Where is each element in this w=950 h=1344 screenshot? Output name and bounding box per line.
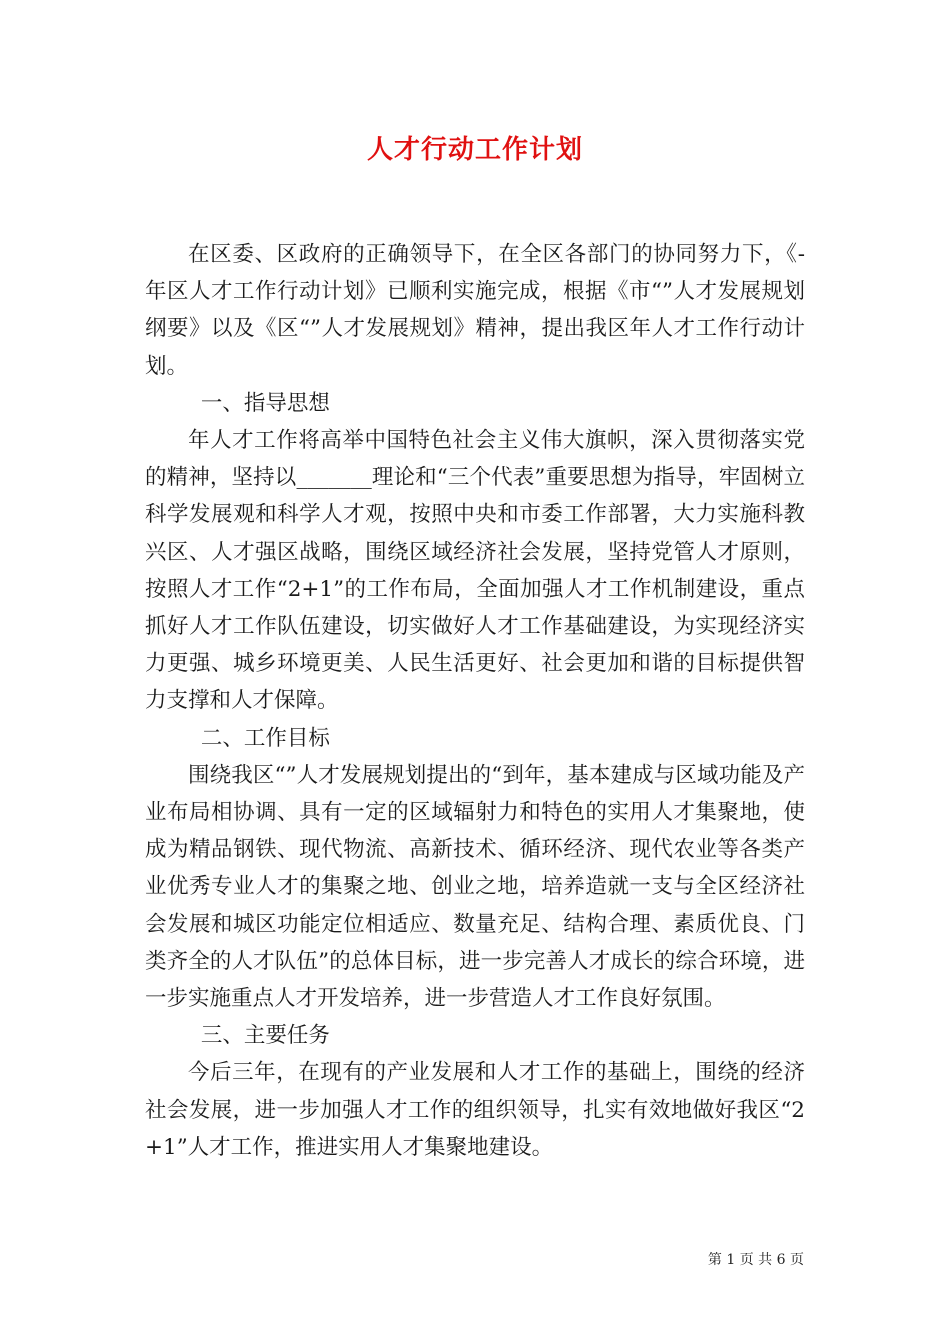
- page-number: 第 1 页 共 6 页: [707, 1252, 804, 1268]
- work-goals-paragraph: 围绕我区“”人才发展规划提出的“到年，基本建成与区域功能及产业布局相协调、具有一定的区域辐射力和特色的实用人才集聚地，使成为精品钢铁、现代物流、高新技术、循环经济、现代农业等各类产业优秀专业人才的集聚之地、创业之地，培养造就一支与全区经济社会发展和城区功能定位相适应、数量充足、结构合理、素质优良、门类齐全的人才队伍”的总体目标，进一步完善人才成长的综合环境，进一步实施重点人才开发培养，进一步营造人才工作良好氛围。: [145, 762, 805, 1012]
- section-heading-main-tasks: 三、主要任务: [200, 1023, 330, 1049]
- intro-paragraph: 在区委、区政府的正确领导下，在全区各部门的协同努力下，《-年区人才工作行动计划》已顺利实施完成，根据《市“”人才发展规划纲要》以及《区“”人才发展规划》精神，提出我区年人才工作行动计划。: [145, 242, 805, 379]
- section-heading-work-goals: 二、工作目标: [200, 725, 330, 751]
- guiding-thought-paragraph: 年人才工作将高举中国特色社会主义伟大旗帜，深入贯彻落实党的精神，坚持以_______理论和“三个代表”重要思想为指导，牢固树立科学发展观和科学人才观，按照中央和市委工作部署，大力实施科教兴区、人才强区战略，围绕区域经济社会发展，坚持党管人才原则，按照人才工作“2+1”的工作布局，全面加强人才工作机制建设，重点抓好人才工作队伍建设，切实做好人才工作基础建设，为实现经济实力更强、城乡环境更美、人民生活更好、社会更加和谐的目标提供智力支撑和人才保障。: [145, 428, 805, 714]
- document-title: 人才行动工作计划: [366, 135, 583, 165]
- main-tasks-paragraph: 今后三年，在现有的产业发展和人才工作的基础上，围绕的经济社会发展，进一步加强人才工作的组织领导，扎实有效地做好我区“2+1”人才工作，推进实用人才集聚地建设。: [145, 1060, 805, 1160]
- document-body: [145, 236, 805, 1166]
- section-heading-guiding-thought: 一、指导思想: [200, 390, 330, 416]
